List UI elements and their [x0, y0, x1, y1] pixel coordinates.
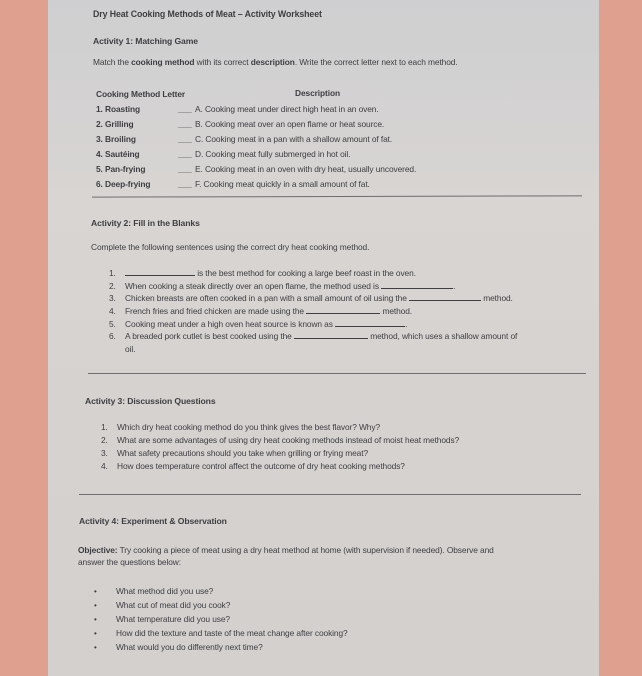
item-text: When cooking a steak directly over an open flame, the method used is: [125, 281, 382, 291]
discussion-question: [101, 448, 368, 458]
instruction-text: with its correct: [194, 57, 251, 67]
bullet-icon: •: [94, 615, 97, 624]
worksheet-title: Dry Heat Cooking Methods of Meat – Activity Worksheet: [93, 9, 322, 19]
activity2-instruction: Complete the following sentences using the correct dry heat cooking method.: [91, 242, 370, 252]
method-item: 2. Grilling: [96, 119, 134, 129]
instruction-bold-text: cooking method: [131, 57, 195, 67]
fill-item: [109, 280, 455, 291]
method-item: 6. Deep-frying: [96, 179, 151, 189]
letter-blank[interactable]: ___: [178, 134, 192, 144]
item-text: method.: [380, 306, 413, 316]
activity1-heading: Activity 1: Matching Game: [93, 36, 198, 46]
observation-question: [94, 600, 230, 610]
bullet-icon: •: [94, 643, 97, 652]
answer-blank[interactable]: [381, 280, 456, 291]
item-text: .: [453, 281, 456, 291]
question-text: Which dry heat cooking method do you think gives the best flavor? Why?: [117, 422, 381, 432]
section-divider: [79, 494, 581, 495]
method-item: 1. Roasting: [96, 104, 141, 114]
item-text: .: [405, 319, 408, 329]
objective-continuation: answer the questions below:: [78, 557, 181, 567]
letter-blank[interactable]: ___: [178, 179, 192, 189]
instruction-bold-text: description: [250, 57, 295, 67]
item-number: 4.: [109, 306, 116, 316]
method-item: 3. Broiling: [96, 134, 136, 144]
question-text: How does temperature control affect the outcome of dry heat cooking methods?: [117, 461, 405, 471]
worksheet-page: [48, 0, 599, 676]
description-item: E. Cooking meat in an oven with dry heat, usually uncovered.: [195, 164, 417, 174]
question-text: What method did you use?: [116, 586, 214, 596]
description-item: C. Cooking meat in a pan with a shallow amount of fat.: [195, 134, 393, 144]
letter-blank[interactable]: ___: [178, 164, 192, 174]
column-header-method: Cooking Method Letter: [96, 89, 186, 99]
letter-blank[interactable]: ___: [178, 119, 192, 129]
fill-item: [109, 330, 517, 341]
fill-item: [109, 305, 412, 316]
question-text: What are some advantages of using dry heat cooking methods instead of moist heat methods?: [117, 435, 460, 445]
answer-blank[interactable]: [335, 318, 408, 329]
method-item: 4. Sautéing: [96, 149, 140, 159]
item-number: 2.: [101, 435, 108, 445]
activity4-heading: Activity 4: Experiment & Observation: [79, 516, 227, 526]
column-header-description: Description: [295, 88, 340, 98]
fill-item: [109, 292, 513, 303]
discussion-question: [101, 422, 380, 432]
item-text: Chicken breasts are often cooked in a pan with a small amount of oil using the: [125, 293, 409, 303]
observation-question: [94, 642, 263, 652]
method-item: 5. Pan-frying: [96, 164, 146, 174]
answer-blank[interactable]: [125, 267, 195, 276]
item-text: method.: [481, 293, 513, 303]
objective-label: Objective:: [78, 545, 118, 555]
observation-question: [94, 628, 348, 638]
discussion-question: [101, 435, 459, 445]
bullet-icon: •: [94, 629, 97, 638]
question-text: What would you do differently next time?: [116, 642, 263, 652]
instruction-text: . Write the correct letter next to each method.: [294, 57, 458, 67]
observation-question: [94, 586, 213, 596]
instruction-text: Match the: [93, 57, 132, 67]
item-text: is the best method for cooking a large beef roast in the oven.: [195, 268, 416, 278]
section-divider: [88, 373, 586, 374]
item-number: 2.: [109, 281, 116, 291]
item-number: 4.: [101, 461, 108, 471]
answer-blank[interactable]: [409, 292, 481, 301]
bullet-icon: •: [94, 601, 97, 610]
objective-line: [78, 545, 494, 555]
item-number: 3.: [101, 448, 108, 458]
item-text: Cooking meat under a high oven heat source is known as: [125, 319, 336, 329]
letter-blank[interactable]: ___: [178, 149, 192, 159]
observation-question: [94, 614, 230, 624]
bullet-icon: •: [94, 587, 97, 596]
objective-text: Try cooking a piece of meat using a dry heat method at home (with supervision if needed). Observe and: [117, 545, 494, 555]
activity1-instruction: [93, 57, 458, 67]
activity3-heading: Activity 3: Discussion Questions: [85, 396, 216, 406]
discussion-question: [101, 461, 405, 471]
question-text: What safety precautions should you take when grilling or frying meat?: [117, 448, 368, 458]
description-item: A. Cooking meat under direct high heat in an oven.: [195, 104, 379, 114]
activity2-heading: Activity 2: Fill in the Blanks: [91, 218, 200, 228]
item-text: French fries and fried chicken are made using the: [125, 306, 307, 316]
item-number: 3.: [109, 293, 116, 303]
question-text: What temperature did you use?: [116, 614, 230, 624]
item-number: 6.: [109, 331, 116, 341]
fill-item: [109, 318, 407, 329]
question-text: How did the texture and taste of the meat change after cooking?: [116, 628, 348, 638]
question-text: What cut of meat did you cook?: [116, 600, 231, 610]
fill-item: [109, 267, 416, 278]
description-item: F. Cooking meat quickly in a small amount of fat.: [195, 179, 370, 189]
description-item: B. Cooking meat over an open flame or heat source.: [195, 119, 385, 129]
description-item: D. Cooking meat fully submerged in hot oil.: [195, 149, 351, 159]
answer-blank[interactable]: [306, 305, 380, 314]
item-number: 1.: [101, 422, 108, 432]
answer-blank[interactable]: [294, 330, 368, 339]
item-number: 5.: [109, 319, 116, 329]
item-number: 1.: [109, 268, 116, 278]
item-text: method, which uses a shallow amount of: [367, 331, 518, 341]
section-divider: [92, 195, 582, 197]
item-text: A breaded pork cutlet is best cooked using the: [125, 331, 294, 341]
letter-blank[interactable]: ___: [178, 104, 192, 114]
fill-item-continuation: oil.: [125, 344, 136, 354]
